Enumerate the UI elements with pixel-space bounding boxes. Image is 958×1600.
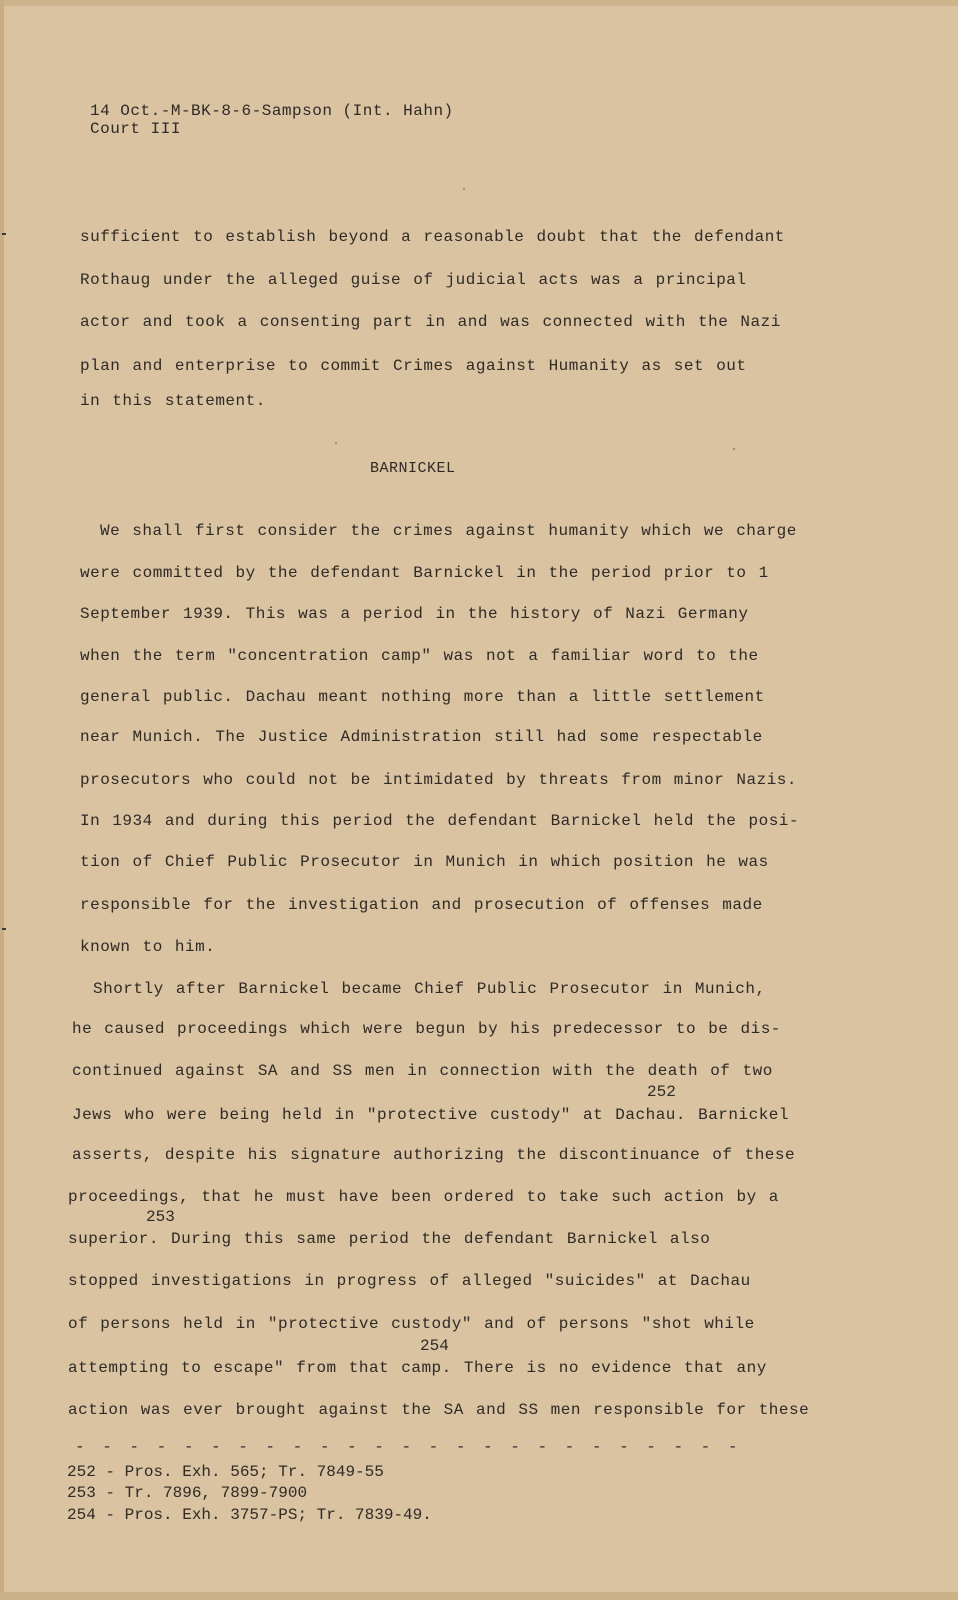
body-line: attempting to escape" from that camp. There is no evidence that any: [68, 1359, 767, 1377]
footnote-ref-254: 254: [420, 1337, 449, 1355]
footnote-separator: - - - - - - - - - - - - - - - - - - - - - - - - -: [75, 1438, 742, 1456]
footnote: 252 - Pros. Exh. 565; Tr. 7849-55: [67, 1463, 384, 1481]
body-line: asserts, despite his signature authorizing the discontinuance of these: [72, 1146, 796, 1164]
binding-mark: [2, 233, 6, 235]
section-heading: BARNICKEL: [370, 460, 456, 477]
body-line: stopped investigations in progress of alleged "suicides" at Dachau: [68, 1272, 751, 1290]
paper-edge-left: [0, 0, 4, 1600]
body-line: prosecutors who could not be intimidated by threats from minor Nazis.: [80, 771, 798, 789]
header-reference: 14 Oct.-M-BK-8-6-Sampson (Int. Hahn): [90, 102, 454, 120]
body-line: plan and enterprise to commit Crimes against Humanity as set out: [80, 357, 747, 375]
paper-edge-top: [0, 0, 958, 6]
body-line: sufficient to establish beyond a reasonable doubt that the defendant: [80, 228, 785, 246]
body-line: superior. During this same period the defendant Barnickel also: [68, 1230, 711, 1248]
body-line: We shall first consider the crimes against humanity which we charge: [100, 522, 797, 540]
footnote-ref-252: 252: [647, 1083, 676, 1101]
body-line: near Munich. The Justice Administration still had some respectable: [80, 728, 763, 746]
footnote: 254 - Pros. Exh. 3757-PS; Tr. 7839-49.: [67, 1506, 432, 1524]
body-line: were committed by the defendant Barnickel in the period prior to 1: [80, 564, 769, 582]
body-line: action was ever brought against the SA and SS men responsible for these: [68, 1401, 810, 1419]
body-line: Shortly after Barnickel became Chief Public Prosecutor in Munich,: [93, 980, 766, 998]
body-line: in this statement.: [80, 392, 266, 410]
body-line: tion of Chief Public Prosecutor in Munich in which position he was: [80, 853, 769, 871]
body-line: continued against SA and SS men in connection with the death of two: [72, 1062, 773, 1080]
body-line: September 1939. This was a period in the history of Nazi Germany: [80, 605, 749, 623]
paper-speck: [335, 442, 337, 444]
body-line: Rothaug under the alleged guise of judicial acts was a principal: [80, 271, 747, 289]
binding-mark: [2, 928, 6, 930]
footnote: 253 - Tr. 7896, 7899-7900: [67, 1484, 308, 1502]
body-line: he caused proceedings which were begun by his predecessor to be dis-: [72, 1020, 781, 1038]
body-line: proceedings, that he must have been ordered to take such action by a: [68, 1188, 779, 1206]
paper-speck: [463, 188, 465, 190]
body-line: Jews who were being held in "protective custody" at Dachau. Barnickel: [72, 1106, 790, 1124]
body-line: known to him.: [80, 938, 216, 956]
paper-edge-bottom: [0, 1592, 958, 1600]
header-court: Court III: [90, 120, 181, 138]
body-line: In 1934 and during this period the defendant Barnickel held the posi-: [80, 812, 800, 830]
footnote-ref-253: 253: [146, 1208, 175, 1226]
body-line: actor and took a consenting part in and was connected with the Nazi: [80, 313, 781, 331]
paper-speck: [733, 448, 735, 450]
body-line: responsible for the investigation and prosecution of offenses made: [80, 896, 763, 914]
body-line: general public. Dachau meant nothing more than a little settlement: [80, 688, 765, 706]
body-line: of persons held in "protective custody" and of persons "shot while: [68, 1315, 755, 1333]
body-line: when the term "concentration camp" was not a familiar word to the: [80, 647, 759, 665]
